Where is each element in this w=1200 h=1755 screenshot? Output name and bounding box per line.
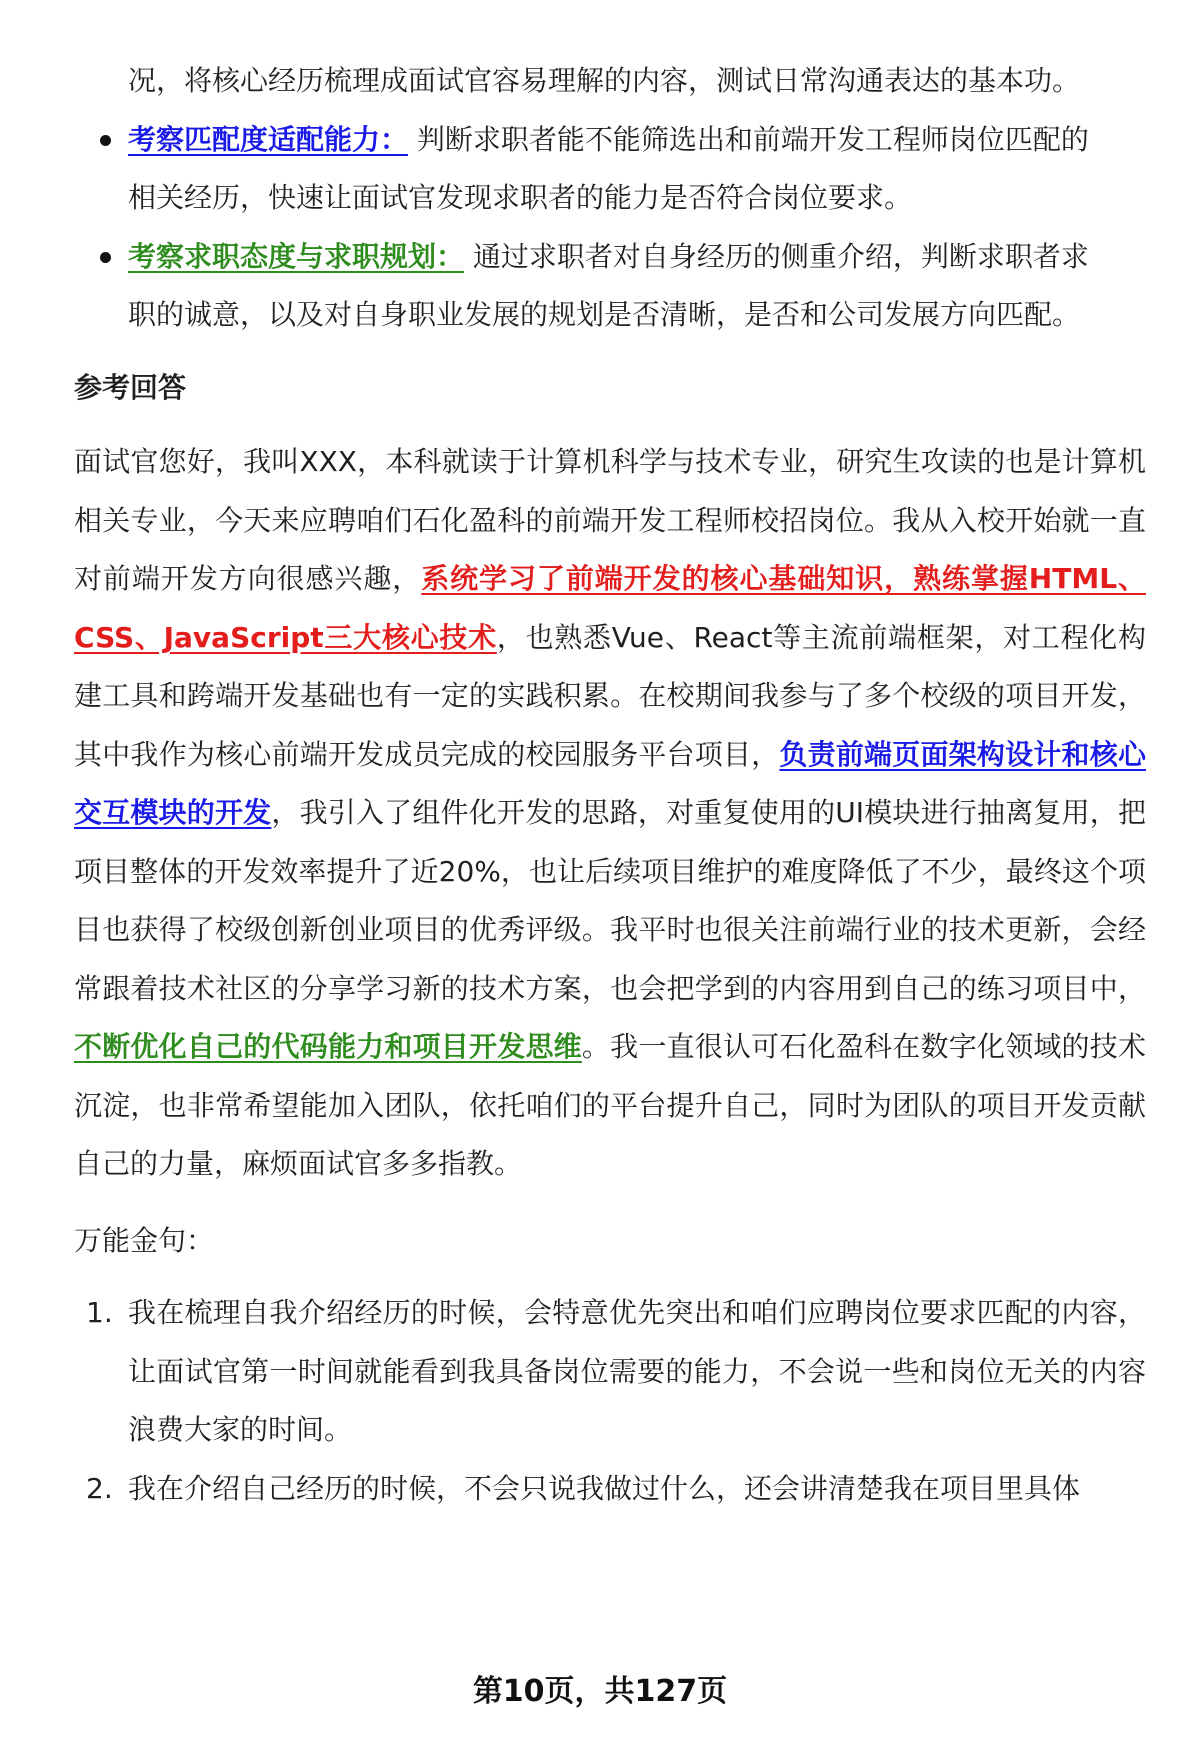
list-item	[74, 1284, 1146, 1460]
bullet-dot-icon	[100, 135, 111, 146]
golden-sentences-list	[74, 1284, 1146, 1518]
answer-paragraph	[74, 433, 1146, 1194]
golden-sentences-heading: 万能金句：	[74, 1223, 215, 1257]
criteria-label: 考察求职态度与求职规划：	[128, 239, 465, 273]
highlight-blue: 负责前端页面架构设计和核心交互模块的开发	[74, 737, 1146, 829]
section-heading-answer: 参考回答	[74, 370, 187, 404]
list-number: 1.	[86, 1296, 113, 1329]
list-item	[74, 1460, 1146, 1519]
answer-text-2: ，也熟悉Vue、React等主流前端框架，对工程化构建工具和跨端开发基础也有一定的实践积累。在校期间我参与了多个校级的项目开发，其中我作为核心前端开发成员完成的校园服务平台项目，	[74, 620, 1146, 771]
highlight-green: 不断优化自己的代码能力和项目开发思维	[74, 1030, 582, 1063]
continuation-line: 况，将核心经历梳理成面试官容易理解的内容，测试日常沟通表达的基本功。	[128, 64, 1081, 97]
answer-text-1: 面试官您好，我叫XXX，本科就读于计算机科学与技术专业，研究生攻读的也是计算机相关专业，今天来应聘咱们石化盈科的前端开发工程师校招岗位。我从入校开始就一直对前端开发方向很感兴趣，	[74, 445, 1146, 595]
criteria-label: 考察匹配度适配能力：	[128, 122, 409, 156]
answer-text-4: 。我一直很认可石化盈科在数字化领域的技术沉淀，也非常希望能加入团队，依托咱们的平台提升自己，同时为团队的项目开发贡献自己的力量，麻烦面试官多多指教。	[74, 1030, 1146, 1180]
list-item-text: 我在介绍自己经历的时候，不会只说我做过什么，还会讲清楚我在项目里具体	[128, 1471, 1081, 1505]
criteria-item-attitude	[74, 228, 1146, 345]
highlight-red: 系统学习了前端开发的核心基础知识，熟练掌握HTML、CSS、JavaScript三大核心技术	[74, 562, 1146, 654]
criteria-text-line2: 职的诚意，以及对自身职业发展的规划是否清晰，是否和公司发展方向匹配。	[128, 298, 1081, 331]
document-content	[74, 52, 1146, 1518]
answer-text-3: ，我引入了组件化开发的思路，对重复使用的UI模块进行抽离复用，把项目整体的开发效率提升了近20%，也让后续项目维护的难度降低了不少，最终这个项目也获得了校级创新创业项目的优秀评级。我平时也很关注前端行业的技术更新，会经常跟着技术社区的分享学习新的技术方案，也会把学到的内容用到自己的练习项目中，	[74, 796, 1146, 1005]
criteria-text-line1: 通过求职者对自身经历的侧重介绍，判断求职者求	[472, 239, 1089, 273]
page-footer: 第10页，共127页	[472, 1674, 728, 1709]
criteria-list	[74, 111, 1146, 345]
criteria-text-line1: 判断求职者能不能筛选出和前端开发工程师岗位匹配的	[416, 122, 1089, 156]
list-item-text: 我在梳理自我介绍经历的时候，会特意优先突出和咱们应聘岗位要求匹配的内容，让面试官第一时间就能看到我具备岗位需要的能力，不会说一些和岗位无关的内容浪费大家的时间。	[128, 1296, 1146, 1446]
bullet-dot-icon	[100, 252, 111, 263]
list-number: 2.	[86, 1471, 113, 1505]
criteria-item-match	[74, 111, 1146, 228]
criteria-text-line2: 相关经历，快速让面试官发现求职者的能力是否符合岗位要求。	[128, 181, 913, 214]
